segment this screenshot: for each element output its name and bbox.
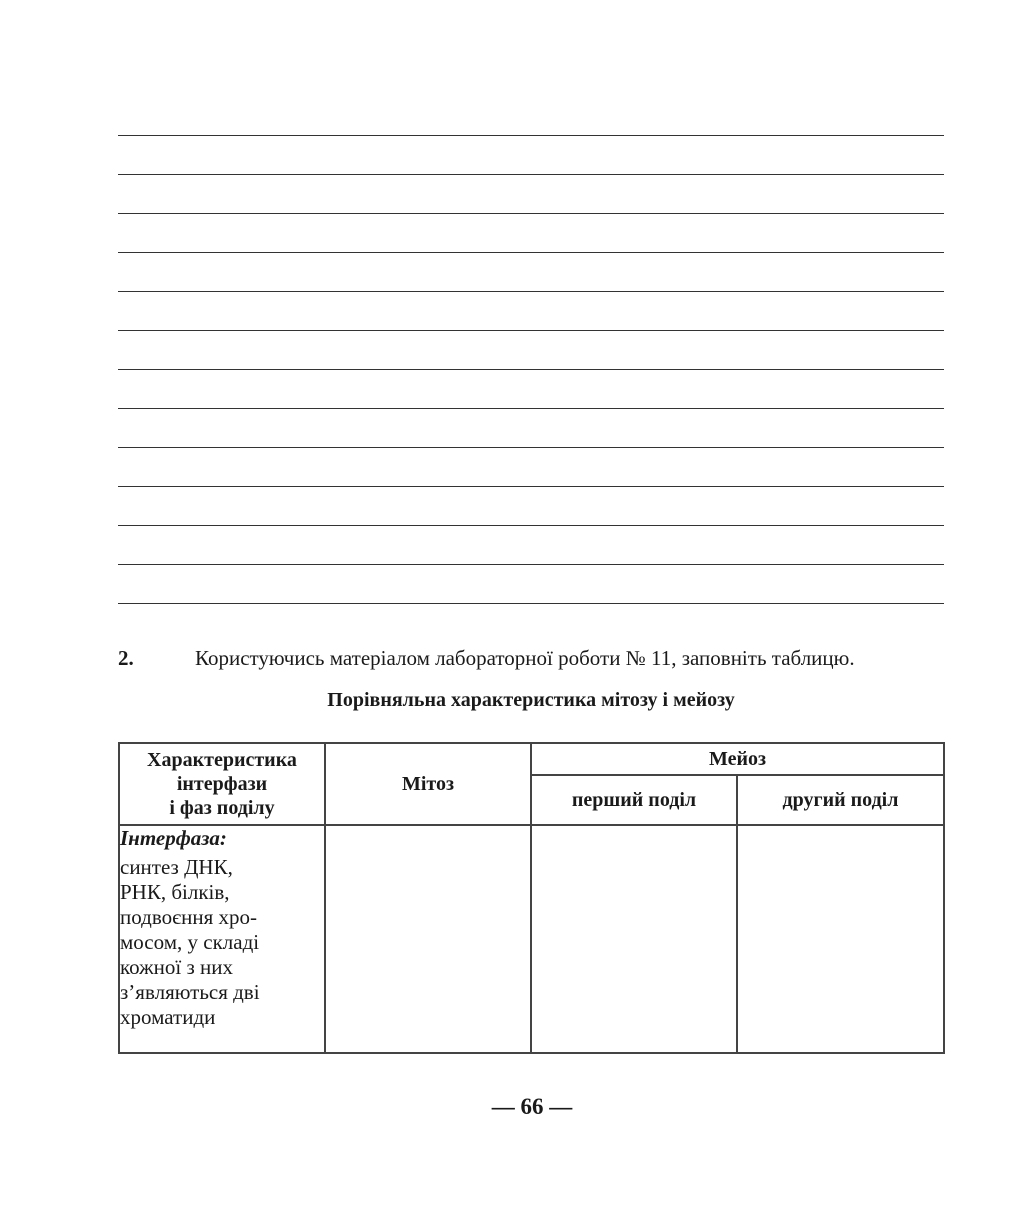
writing-line [118,564,944,565]
mitosis-answer-cell[interactable] [325,825,531,1053]
writing-line [118,291,944,292]
writing-line [118,408,944,409]
phase-description: синтез ДНК, РНК, білків, подвоєння хро- мосом, у складі кожної з них з’являються дві хроматиди [120,855,260,1029]
header-second-division: другий поділ [737,775,944,825]
header-first-division: перший поділ [531,775,737,825]
table-caption: Порівняльна характеристика мітозу і мейозу [327,689,735,711]
header-meiosis: Мейоз [531,743,944,775]
writing-line [118,525,944,526]
writing-line [118,330,944,331]
task-number: 2. [118,646,134,670]
phase-title: Інтерфаза: [120,826,227,850]
page-number: — 66 — [491,1094,573,1119]
meiosis-first-answer-cell[interactable] [531,825,737,1053]
writing-line [118,252,944,253]
writing-line [118,135,944,136]
writing-line [118,603,944,604]
header-characteristic [119,743,325,825]
header-mitosis: Мітоз [325,743,531,825]
task-text: Користуючись матеріалом лабораторної роботи № 11, заповніть таблицю. [195,646,855,670]
writing-lines [118,135,944,642]
writing-line [118,369,944,370]
writing-line [118,447,944,448]
writing-line [118,486,944,487]
writing-line [118,174,944,175]
meiosis-second-answer-cell[interactable] [737,825,944,1053]
header-characteristic-text: Характеристика інтерфази і фаз поділу [147,749,297,819]
comparison-table [118,742,945,1054]
table-row [119,825,944,1053]
writing-line [118,213,944,214]
interphase-cell [119,825,325,1053]
